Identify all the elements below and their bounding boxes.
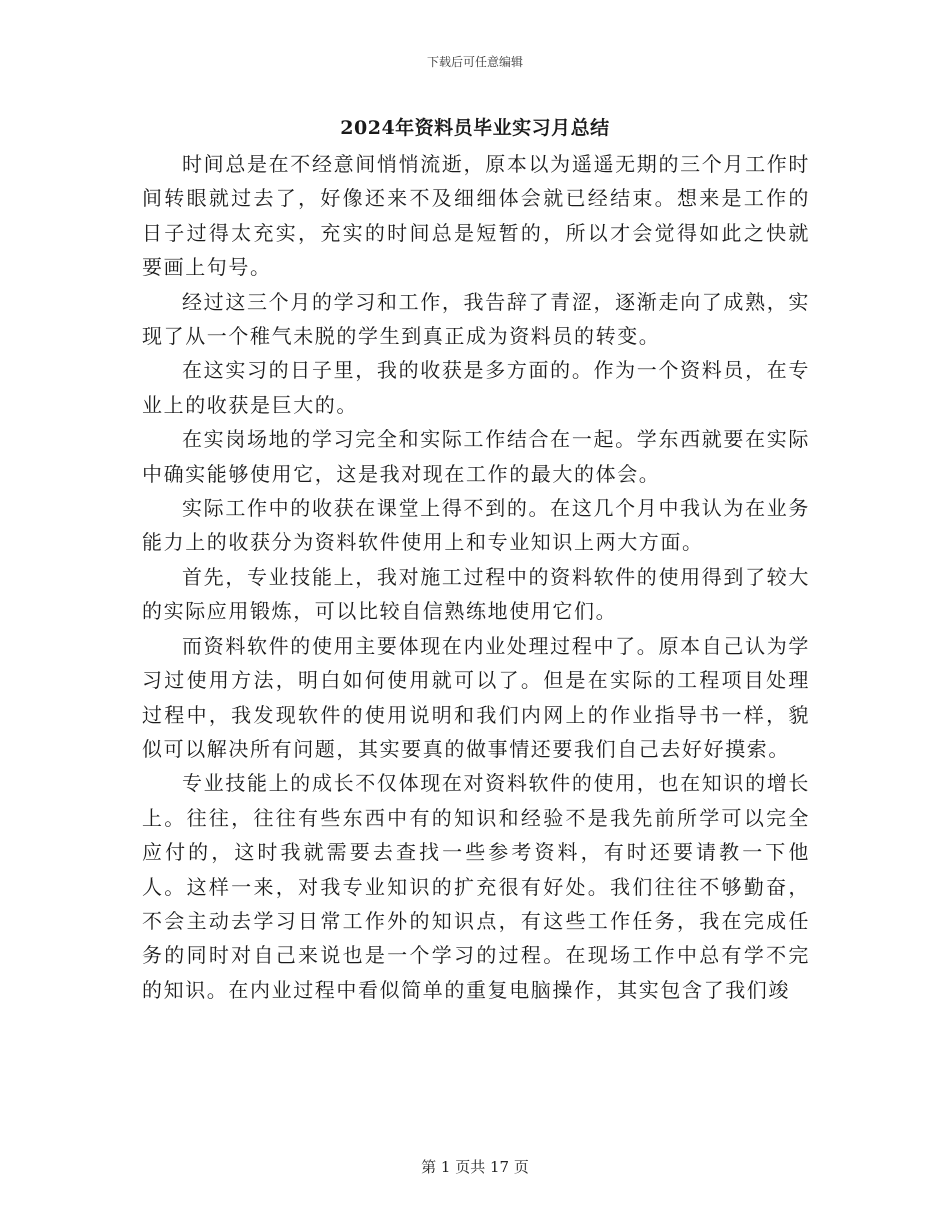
paragraph: 经过这三个月的学习和工作，我告辞了青涩，逐渐走向了成熟，实现了从一个稚气未脱的学生到真正成为资料员的转变。 xyxy=(142,289,810,349)
paragraph: 实际工作中的收获在课堂上得不到的。在这几个月中我认为在业务能力上的收获分为资料软件使用上和专业知识上两大方面。 xyxy=(142,496,810,555)
paragraph: 时间总是在不经意间悄悄流逝，原本以为遥遥无期的三个月工作时间转眼就过去了，好像还来不及细细体会就已经结束。想来是工作的日子过得太充实，充实的时间总是短暂的，所以才会觉得如此之快就要画上句号。 xyxy=(142,152,810,280)
paragraph: 首先，专业技能上，我对施工过程中的资料软件的使用得到了较大的实际应用锻炼，可以比较自信熟练地使用它们。 xyxy=(142,564,810,624)
document-title: 2024年资料员毕业实习月总结 xyxy=(340,117,610,139)
paragraph: 专业技能上的成长不仅体现在对资料软件的使用，也在知识的增长上。往往，往往有些东西中有的知识和经验不是我先前所学可以完全应付的，这时我就需要去查找一些参考资料，有时还要请教一下他人。这样一来，对我专业知识的扩充很有好处。我们往往不够勤奋，不会主动去学习日常工作外的知识点，有这些工作任务，我在完成任务的同时对自己来说也是一个学习的过程。在现场工作中总有学不完的知识。在内业过程中看似简单的重复电脑操作，其实包含了我们竣 xyxy=(142,771,810,1002)
paragraph: 而资料软件的使用主要体现在内业处理过程中了。原本自己认为学习过使用方法，明白如何使用就可以了。但是在实际的工程项目处理过程中，我发现软件的使用说明和我们内网上的作业指导书一样，貌似可以解决所有问题，其实要真的做事情还要我们自己去好好摸索。 xyxy=(142,633,810,761)
page-header: 下载后可任意编辑 xyxy=(426,55,523,69)
paragraph: 在实岗场地的学习完全和实际工作结合在一起。学东西就要在实际中确实能够使用它，这是我对现在工作的最大的体会。 xyxy=(142,427,810,486)
paragraph: 在这实习的日子里，我的收获是多方面的。作为一个资料员，在专业上的收获是巨大的。 xyxy=(142,358,810,417)
page-number: 第 1 页共 17 页 xyxy=(421,1158,529,1176)
document-body xyxy=(142,147,810,1007)
